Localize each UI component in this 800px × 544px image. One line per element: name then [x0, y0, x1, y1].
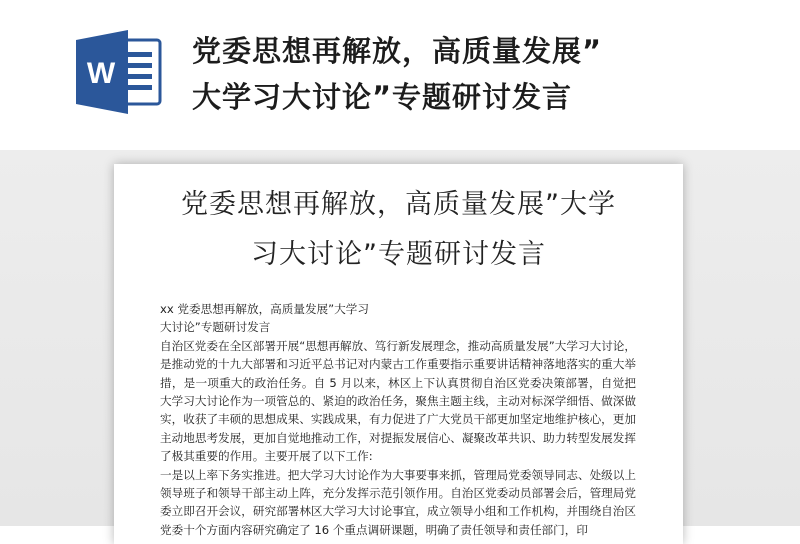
- word-logo-letter: W: [86, 57, 116, 90]
- body-paragraph: 一是以上率下务实推进。把大学习大讨论作为大事要事来抓，管理局党委领导同志、处级以上领导班子和领导干部主动上阵，充分发挥示范引领作用。自治区党委动员部署会后，管理局党委立即召开会议，研究部署林区大学习大讨论事宜，成立领导小组和工作机构，并围绕自治区党委十个方面内容研究确定了 16 个重点调研课题，明确了责任领导和责任部门，印: [160, 467, 636, 537]
- body-paragraph: 自治区党委在全区部署开展“思想再解放、笃行新发展理念，推动高质量发展”大学习大讨论，是推动党的十九大部署和习近平总书记对内蒙古工作重要指示重要讲话精神落地落实的重大举措，是一项重大的政治任务。自 5 月以来，林区上下认真贯彻自治区党委决策部署，自觉把大学习大讨论作为一项管总的、紧迫的政治任务，聚焦主题主线，主动对标深学细悟、做深做实，收获了丰硕的思想成果、实践成果，有力促进了广大党员干部更加坚定地维护核心，更加主动地思考发展，更加自觉地推动工作，对提振发展信心、凝聚改革共识、助力转型发展发挥了极其重要的作用。主要开展了以下工作:: [160, 338, 636, 464]
- intro-line: xx 党委思想再解放，高质量发展”大学习: [160, 302, 369, 316]
- document-title: [114, 180, 683, 280]
- page-title-line1: 党委思想再解放，高质量发展”: [192, 34, 603, 68]
- document-title-line1: 党委思想再解放，高质量发展”大学: [181, 189, 616, 220]
- word-icon: [76, 30, 162, 114]
- document-body: [160, 300, 636, 539]
- page-title-line2: 大学习大讨论”专题研讨发言: [192, 80, 573, 114]
- page-title: [192, 28, 782, 120]
- document-page: [114, 164, 683, 544]
- document-title-line2: 习大讨论”专题研讨发言: [251, 239, 546, 270]
- intro-line: 大讨论”专题研讨发言: [160, 320, 271, 335]
- header-banner: [0, 0, 800, 150]
